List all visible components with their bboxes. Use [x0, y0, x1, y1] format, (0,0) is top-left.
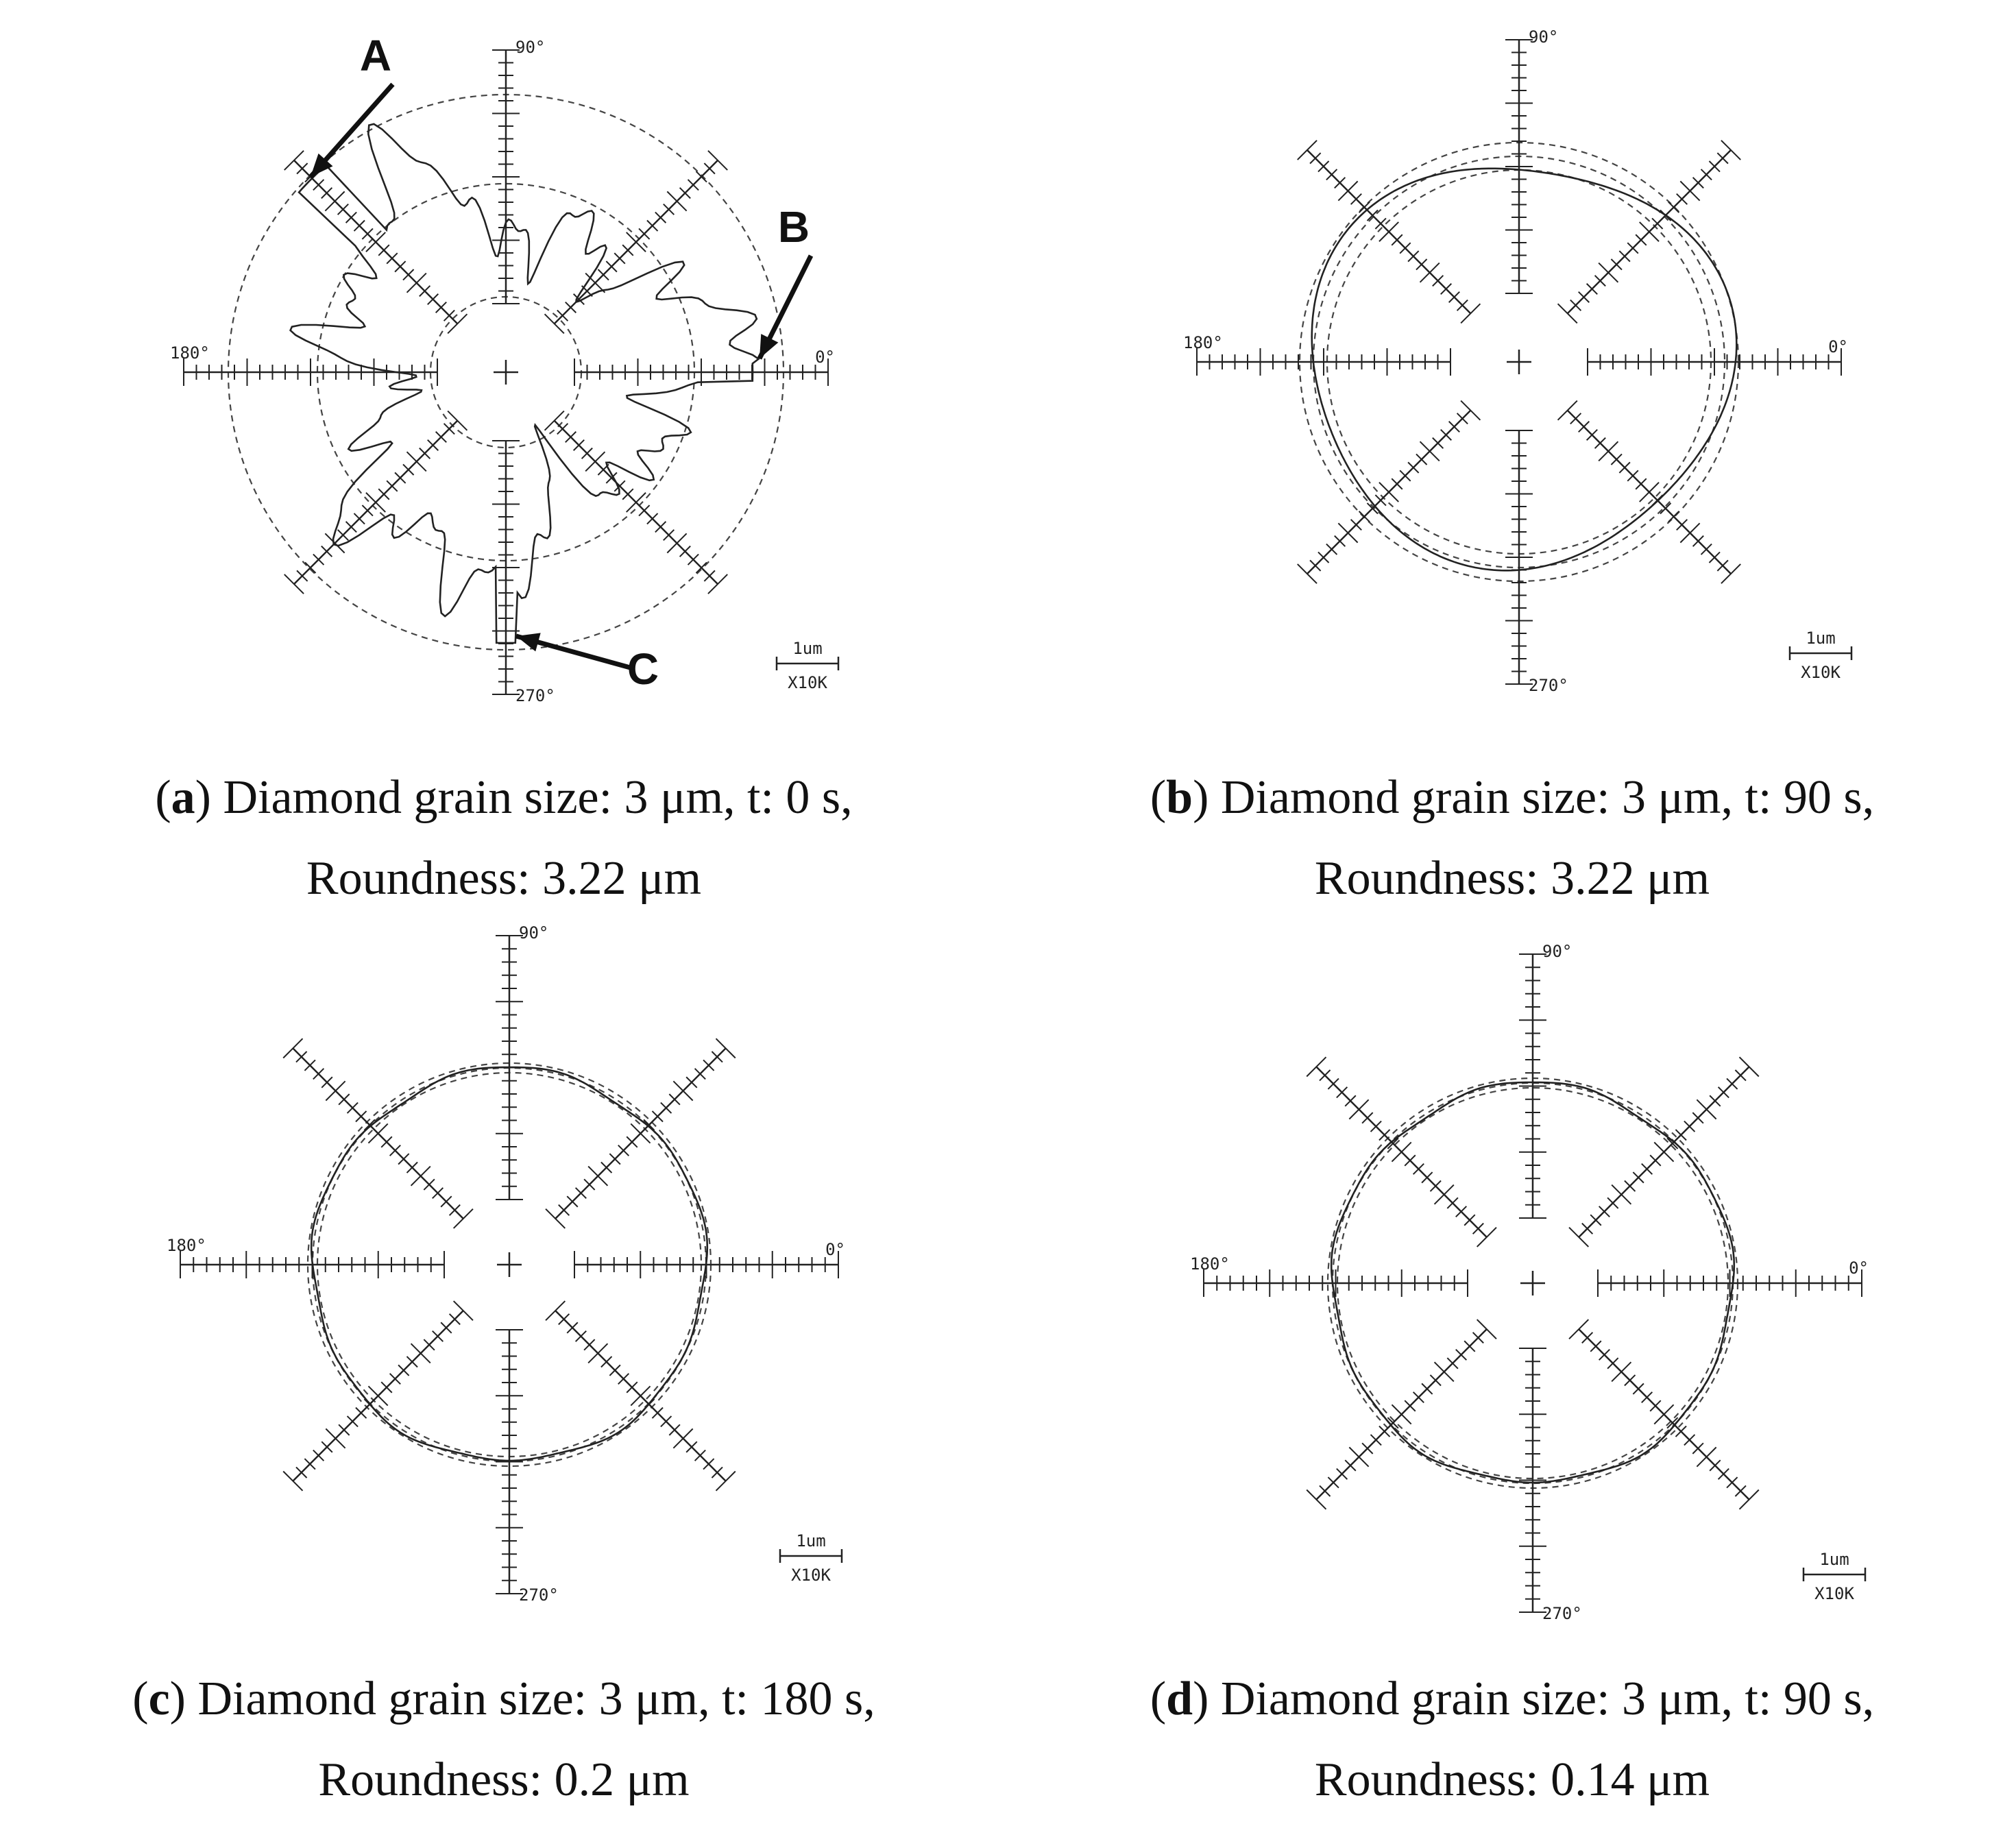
angle-label-180: 180°: [1183, 333, 1223, 352]
caption-line1: Diamond grain size: 3 μm, t: 0 s,: [223, 771, 853, 824]
angle-label-180: 180°: [1190, 1254, 1230, 1274]
caption-line1: Diamond grain size: 3 μm, t: 90 s,: [1220, 1672, 1875, 1725]
caption-line2: Roundness: 3.22 μm: [306, 852, 702, 905]
angle-label-180: 180°: [167, 1236, 206, 1255]
angle-label-90: 90°: [1542, 942, 1572, 961]
caption-line2: Roundness: 0.14 μm: [1314, 1753, 1710, 1806]
annotation-label-b: B: [777, 202, 810, 252]
caption-line2: Roundness: 3.22 μm: [1314, 852, 1710, 905]
polar-plot-a: [0, 0, 1008, 747]
panel-a: [0, 0, 1008, 918]
scale-label: 1um: [1819, 1550, 1849, 1569]
angle-label-90: 90°: [519, 923, 549, 942]
polar-plot-c: [0, 918, 1008, 1666]
magnification-label: X10K: [791, 1566, 831, 1585]
caption-letter: a: [171, 771, 195, 824]
caption-line1: Diamond grain size: 3 μm, t: 180 s,: [197, 1672, 875, 1725]
caption-a: (a) Diamond grain size: 3 μm, t: 0 s, Roundness: 3.22 μm: [0, 757, 1008, 919]
caption-letter: d: [1166, 1672, 1193, 1725]
caption-b: (b) Diamond grain size: 3 μm, t: 90 s, Roundness: 3.22 μm: [1008, 757, 2016, 919]
magnification-label: X10K: [1814, 1584, 1854, 1603]
angle-label-0: 0°: [1849, 1258, 1869, 1278]
annotation-label-c: C: [627, 644, 659, 694]
polar-plot-d: [1008, 918, 2016, 1666]
angle-label-0: 0°: [1828, 337, 1848, 356]
caption-line1: Diamond grain size: 3 μm, t: 90 s,: [1220, 771, 1875, 824]
panel-c: [0, 918, 1008, 1837]
caption-letter: c: [148, 1672, 170, 1725]
caption-line2: Roundness: 0.2 μm: [318, 1753, 690, 1806]
angle-label-0: 0°: [825, 1240, 845, 1259]
scale-label: 1um: [796, 1531, 826, 1550]
caption-d: (d) Diamond grain size: 3 μm, t: 90 s, Roundness: 0.14 μm: [1008, 1659, 2016, 1821]
caption-letter: b: [1166, 771, 1193, 824]
angle-label-270: 270°: [1542, 1604, 1582, 1623]
angle-label-270: 270°: [1529, 676, 1568, 695]
annotation-label-a: A: [359, 31, 392, 80]
angle-label-270: 270°: [515, 686, 555, 705]
panel-b: [1008, 0, 2016, 918]
scale-label: 1um: [1806, 629, 1836, 648]
angle-label-90: 90°: [515, 38, 546, 57]
angle-label-90: 90°: [1529, 27, 1559, 47]
annotation-arrowhead-c: [516, 633, 541, 651]
magnification-label: X10K: [1801, 663, 1841, 682]
scale-label: 1um: [792, 639, 823, 658]
panel-d: [1008, 918, 2016, 1837]
magnification-label: X10K: [788, 673, 827, 692]
angle-label-270: 270°: [519, 1585, 559, 1605]
angle-label-180: 180°: [170, 343, 210, 363]
caption-c: (c) Diamond grain size: 3 μm, t: 180 s, Roundness: 0.2 μm: [0, 1659, 1008, 1821]
angle-label-0: 0°: [815, 348, 835, 367]
polar-plot-b: [1008, 0, 2016, 747]
